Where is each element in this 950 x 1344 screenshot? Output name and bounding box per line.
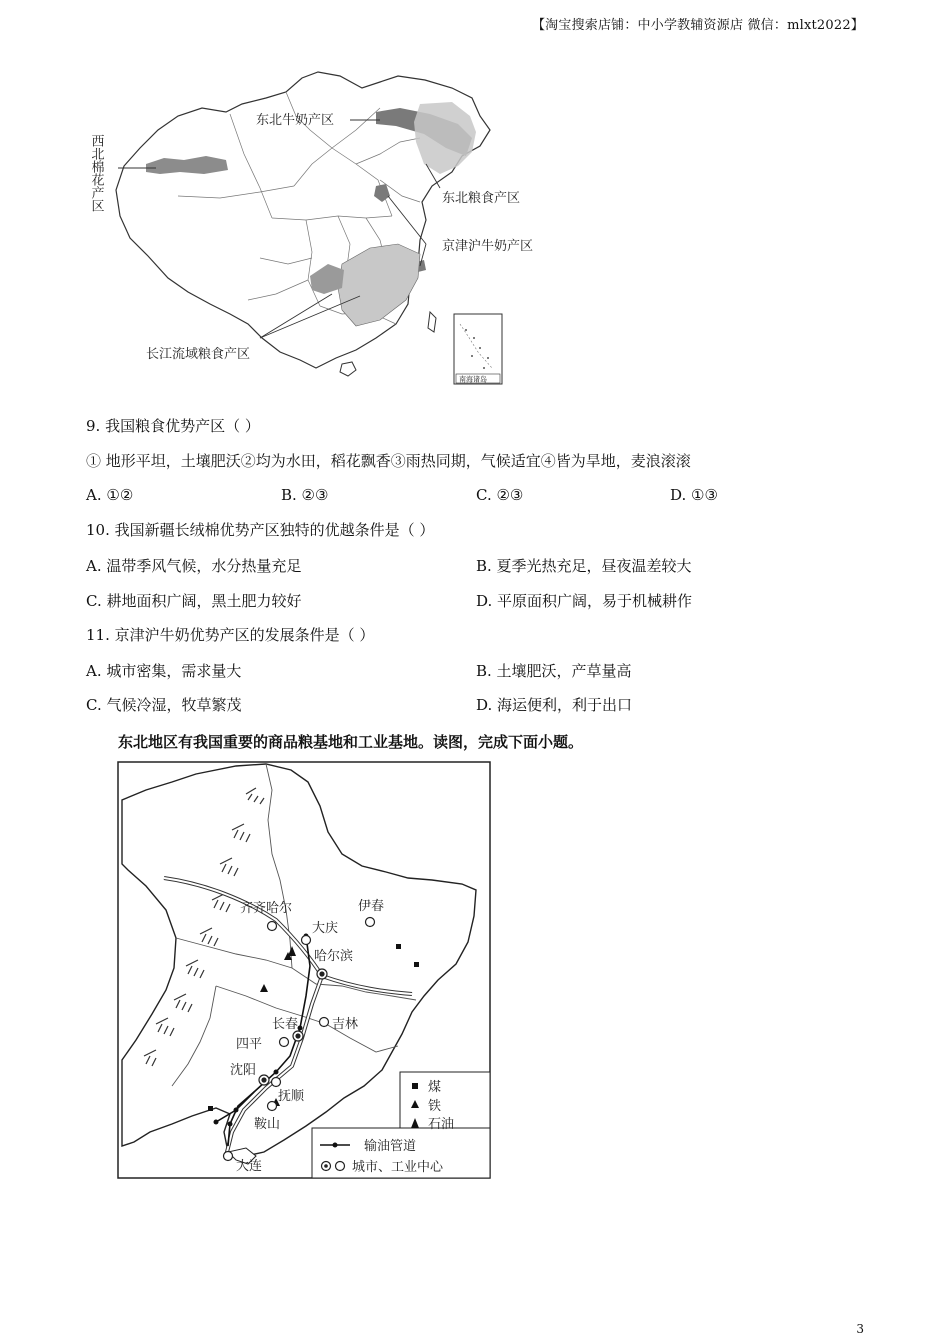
- hainan-island: [340, 362, 356, 376]
- label-northeast-dairy: 东北牛奶产区: [256, 113, 335, 128]
- label-yangtze-grain: 长江流域粮食产区: [146, 347, 251, 362]
- city-fushun: 抚顺: [278, 1089, 305, 1104]
- question-11-option-b[interactable]: B. 土壤肥沃，产草量高: [476, 662, 632, 680]
- legend-coal-icon: [412, 1083, 418, 1089]
- northeast-china-map: [116, 760, 494, 1180]
- legend-coal: 煤: [428, 1080, 442, 1095]
- city-harbin: 哈尔滨: [314, 949, 354, 964]
- city-jilin: 吉林: [332, 1017, 359, 1032]
- question-11-stem: 11. 京津沪牛奶优势产区的发展条件是（ ）: [86, 626, 375, 644]
- city-anshan: 鞍山: [254, 1117, 281, 1132]
- legend-oil: 石油: [428, 1117, 455, 1132]
- legend-city-icon-minor: [336, 1162, 345, 1171]
- legend-pipeline: 输油管道: [364, 1139, 417, 1154]
- question-10-option-d[interactable]: D. 平原面积广阔，易于机械耕作: [476, 592, 693, 610]
- city-dalian: 大连: [236, 1159, 263, 1174]
- question-11-option-d[interactable]: D. 海运便利，利于出口: [476, 696, 633, 714]
- label-south-sea-islands: 南海诸岛: [459, 375, 487, 384]
- city-shenyang: 沈阳: [230, 1063, 257, 1078]
- question-10-option-c[interactable]: C. 耕地面积广阔，黑土肥力较好: [86, 592, 302, 610]
- question-10-stem: 10. 我国新疆长绒棉优势产区独特的优越条件是（ ）: [86, 521, 435, 539]
- city-yichun: 伊春: [358, 899, 385, 914]
- taiwan-island: [428, 312, 436, 332]
- label-northeast-grain: 东北粮食产区: [442, 191, 521, 206]
- question-9-option-b[interactable]: B. ②③: [281, 486, 329, 504]
- south-sea-inset: [454, 314, 502, 384]
- question-9-stem: 9. 我国粮食优势产区（ ）: [86, 417, 260, 435]
- city-qiqihar: 齐齐哈尔: [240, 901, 293, 916]
- label-jingjinhu-dairy: 京津沪牛奶产区: [442, 239, 534, 254]
- question-9-statements: ① 地形平坦，土壤肥沃②均为水田，稻花飘香③雨热同期，气候适宜④皆为旱地，麦浪滚滚: [86, 452, 691, 470]
- question-9-option-a[interactable]: A. ①②: [86, 486, 134, 504]
- legend-iron: 铁: [428, 1099, 442, 1114]
- page-number: 3: [856, 1322, 864, 1336]
- city-siping: 四平: [236, 1037, 263, 1052]
- question-11-option-c[interactable]: C. 气候冷湿，牧草繁茂: [86, 696, 242, 714]
- question-10-option-b[interactable]: B. 夏季光热充足，昼夜温差较大: [476, 557, 692, 575]
- question-10-option-a[interactable]: A. 温带季风气候，水分热量充足: [86, 557, 302, 575]
- question-11-option-a[interactable]: A. 城市密集，需求量大: [86, 662, 242, 680]
- city-daqing: 大庆: [312, 921, 339, 936]
- question-9-option-d[interactable]: D. ①③: [670, 486, 718, 504]
- header-note: 【淘宝搜索店铺：中小学教辅资源店 微信：mlxt2022】: [531, 18, 864, 33]
- legend-city: 城市、工业中心: [352, 1160, 444, 1175]
- question-9-option-c[interactable]: C. ②③: [476, 486, 524, 504]
- china-agriculture-map: [80, 68, 540, 388]
- label-northwest-cotton: 西北棉花产区: [88, 134, 104, 212]
- city-changchun: 长春: [272, 1017, 299, 1032]
- section-intro: 东北地区有我国重要的商品粮基地和工业基地。读图，完成下面小题。: [118, 733, 584, 751]
